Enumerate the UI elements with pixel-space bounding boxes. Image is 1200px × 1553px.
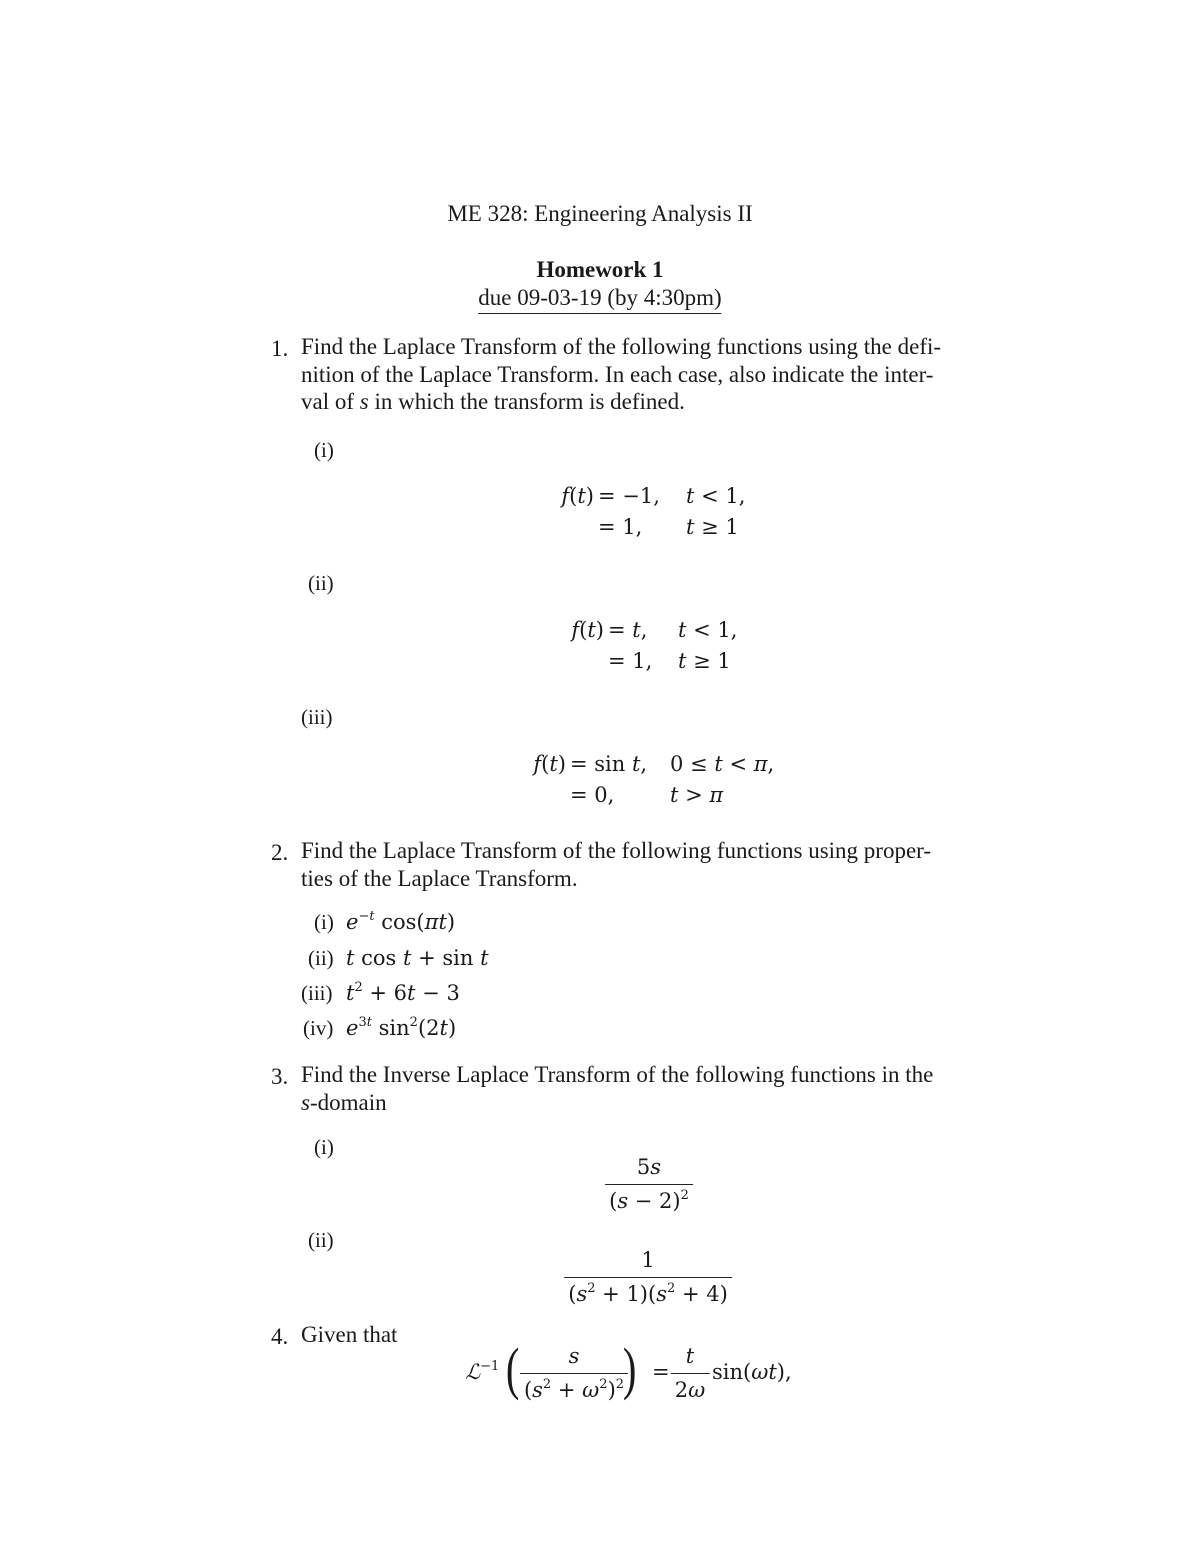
q2-item-expr: $e^{3t}$ $\sin^2(2t)$ (346, 1015, 457, 1040)
q4-rhs-fraction: $\frac{t}{2\omega}$ (671, 1346, 710, 1401)
q4-inner-fraction: $\frac{s}{(s^2 + \omega^2)^2}$ (520, 1346, 628, 1401)
q1-part-label: (i) (314, 438, 334, 462)
q4-text: Given that (301, 1322, 398, 1347)
q1-part3-equation: f(t) = sin t, 0 ≤ t < π, = 0, t > π (533, 752, 775, 807)
q4-rhs-tail: sin(ωt), (712, 1360, 792, 1384)
q1-part2-equation: f(t) = t, t < 1, = 1, t ≥ 1 (571, 618, 738, 673)
left-paren: ( (505, 1336, 520, 1401)
q2-item-expr: t cos t + sin t (346, 946, 489, 970)
due-date: due 09-03-19 (by 4:30pm) (478, 286, 721, 314)
q3-part1-fraction: $\frac{5s}{(s - 2)^2}$ (605, 1157, 693, 1212)
q2-item-label: (iv) (303, 1016, 334, 1040)
q1-number: 1. (271, 336, 289, 361)
q1-part-label: (ii) (308, 571, 334, 595)
q2-item-label: (ii) (308, 946, 334, 970)
q4-inverse-laplace-operator: ℒ$^{-1}$ (465, 1359, 500, 1384)
q3-number: 3. (271, 1064, 289, 1089)
q2-item-label: (iii) (301, 981, 333, 1005)
q2-item-expr: $t^2 + 6t - 3$ (346, 980, 460, 1005)
q3-part-label: (ii) (308, 1228, 334, 1252)
q4-number: 4. (271, 1324, 289, 1349)
course-title: ME 328: Engineering Analysis II (447, 201, 753, 226)
q2-number: 2. (271, 840, 289, 865)
q3-text: Find the Inverse Laplace Transform of the following functions in the s-domain (301, 1062, 934, 1115)
equals-sign: = (652, 1360, 670, 1384)
q1-text: Find the Laplace Transform of the following functions using the defi- nition of the Laplace Transform. In each case, also indicate the inter- val of s in which the transform is defined. (301, 334, 942, 414)
homework-title: Homework 1 (536, 257, 664, 282)
right-paren: ) (622, 1336, 637, 1401)
q1-part1-equation: f(t) = −1, t < 1, = 1, t ≥ 1 (561, 484, 746, 539)
q1-part-label: (iii) (301, 705, 333, 729)
q2-item-label: (i) (314, 910, 334, 934)
q3-part2-fraction: $\frac{1}{(s^2 + 1)(s^2 + 4)}$ (564, 1250, 732, 1305)
q2-text: Find the Laplace Transform of the following functions using proper- ties of the Laplace Transform. (301, 838, 932, 891)
q2-item-expr: $e^{-t}$ cos(πt) (346, 909, 456, 934)
q3-part-label: (i) (314, 1135, 334, 1159)
